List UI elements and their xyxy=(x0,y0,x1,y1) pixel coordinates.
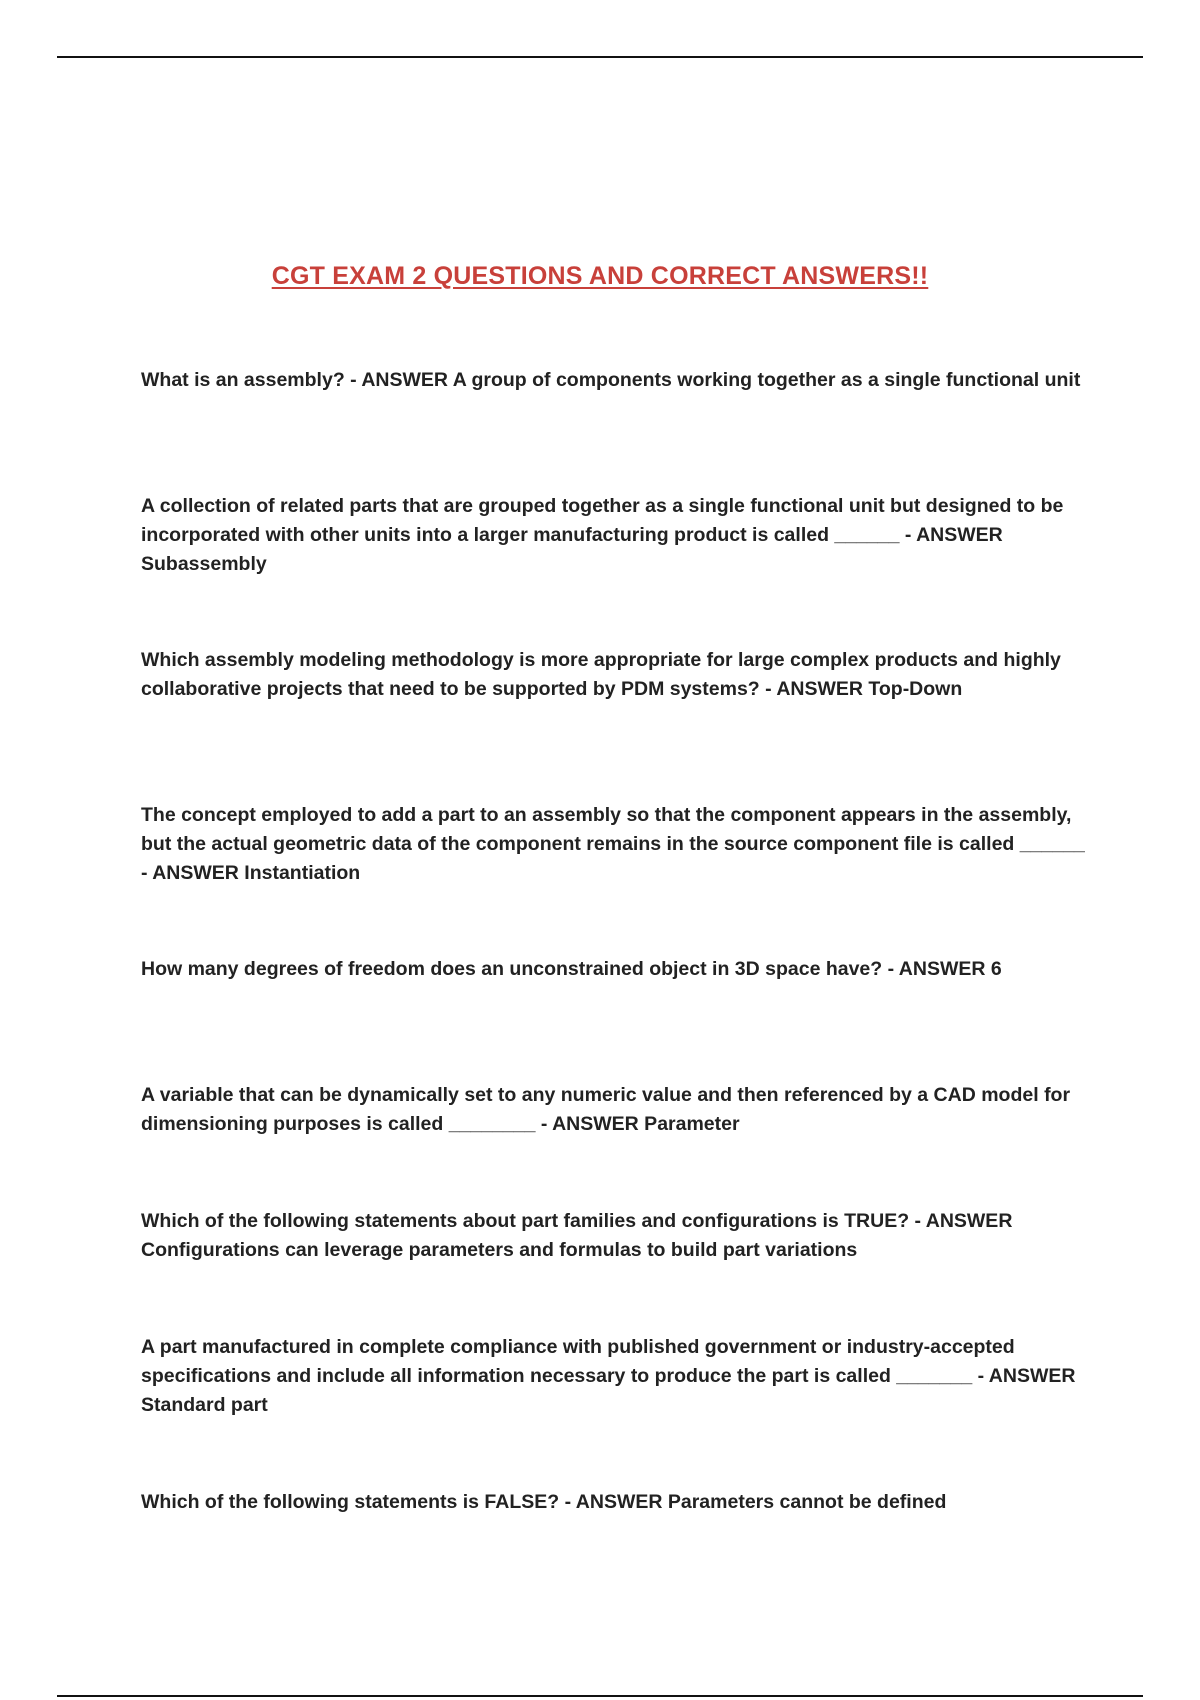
qa-item: A collection of related parts that are grouped together as a single functional unit but designed to be incorporated with other units into a larger manufacturing product is called ______ - ANSWER Subassembly xyxy=(141,495,1064,575)
qa-item: Which assembly modeling methodology is more appropriate for large complex products and highly collaborative projects that need to be supported by PDM systems? - ANSWER Top-Down xyxy=(141,649,1061,700)
qa-item: What is an assembly? - ANSWER A group of components working together as a single functional unit xyxy=(141,369,1081,391)
qa-item: A variable that can be dynamically set to any numeric value and then referenced by a CAD model for dimensioning purposes is called ________ - ANSWER Parameter xyxy=(141,1084,1071,1135)
qa-item: Which of the following statements about part families and configurations is TRUE? - ANSWER Configurations can leverage parameters and formulas to build part variations xyxy=(141,1210,1013,1261)
qa-item: Which of the following statements is FALSE? - ANSWER Parameters cannot be defined xyxy=(141,1491,947,1513)
qa-item: A part manufactured in complete compliance with published government or industry-accepted specifications and include all information necessary to produce the part is called _______ - ANSWER Standard part xyxy=(141,1336,1076,1416)
qa-item: How many degrees of freedom does an unconstrained object in 3D space have? - ANSWER 6 xyxy=(141,958,1002,980)
page-title: CGT EXAM 2 QUESTIONS AND CORRECT ANSWERS!! xyxy=(271,262,929,290)
qa-item: The concept employed to add a part to an assembly so that the component appears in the assembly, but the actual geometric data of the component remains in the source component file is called ______ - ANSWER Instantiation xyxy=(141,804,1085,884)
bottom-rule xyxy=(57,1695,1143,1697)
top-rule xyxy=(57,56,1143,58)
